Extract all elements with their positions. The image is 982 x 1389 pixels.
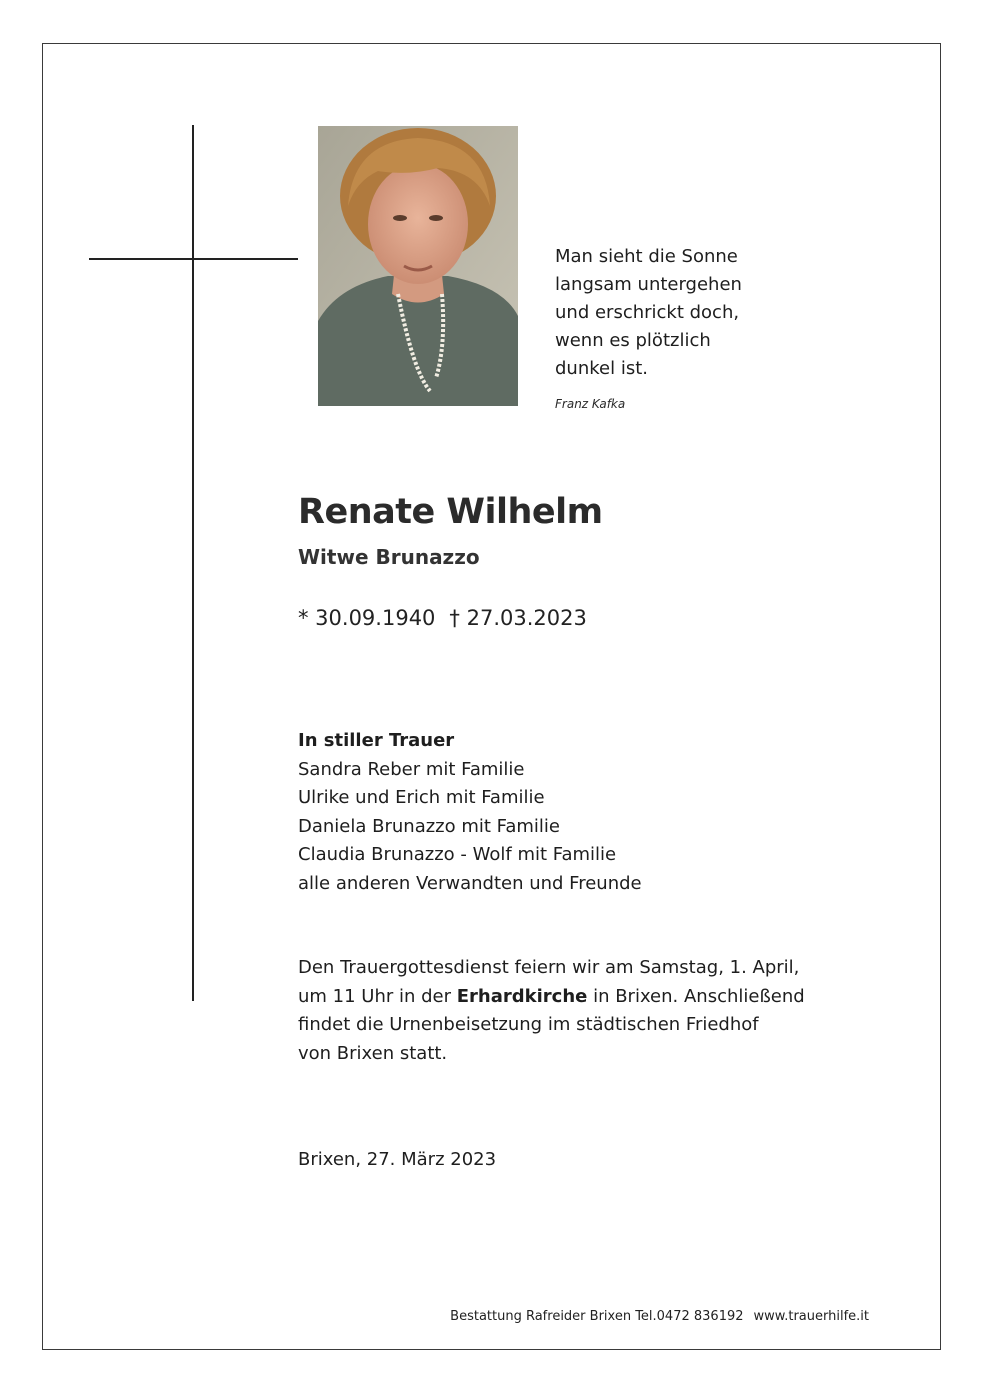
quote-line: Man sieht die Sonne xyxy=(555,246,738,267)
quote-line: und erschrickt doch, xyxy=(555,302,740,323)
service-text: in Brixen. Anschließend xyxy=(587,985,805,1007)
mourners-heading: In stiller Trauer xyxy=(298,730,455,751)
mourners-list xyxy=(298,727,642,898)
footer xyxy=(450,1309,869,1324)
service-line xyxy=(298,983,838,1012)
service-line: von Brixen statt. xyxy=(298,1042,448,1064)
website-link[interactable]: www.trauerhilfe.it xyxy=(753,1309,869,1324)
death-date: † 27.03.2023 xyxy=(449,606,587,630)
service-text: um 11 Uhr in der xyxy=(298,985,457,1007)
quote-author: Franz Kafka xyxy=(555,397,626,411)
mourner-entry: alle anderen Verwandten und Freunde xyxy=(298,872,642,894)
mourner-entry: Sandra Reber mit Familie xyxy=(298,758,525,780)
deceased-name: Renate Wilhelm xyxy=(298,492,603,532)
quote-line: dunkel ist. xyxy=(555,358,648,379)
service-announcement xyxy=(298,954,838,1068)
mourner-entry: Daniela Brunazzo mit Familie xyxy=(298,815,561,837)
church-name: Erhardkirche xyxy=(456,985,588,1007)
quote-line: wenn es plötzlich xyxy=(555,330,711,351)
service-line: Den Trauergottesdienst feiern wir am Samstag, 1. April, xyxy=(298,957,800,978)
mourner-entry: Claudia Brunazzo - Wolf mit Familie xyxy=(298,844,617,865)
birth-date: * 30.09.1940 xyxy=(298,606,436,630)
quote-line: langsam untergehen xyxy=(555,274,742,295)
portrait-photo xyxy=(318,126,518,406)
mourner-entry: Ulrike und Erich mit Familie xyxy=(298,787,545,808)
deceased-subtitle: Witwe Brunazzo xyxy=(298,545,480,569)
cross-horizontal-bar xyxy=(89,258,298,260)
quote-text xyxy=(555,243,742,383)
place-and-date: Brixen, 27. März 2023 xyxy=(298,1149,497,1170)
funeral-home-contact: Bestattung Rafreider Brixen Tel.0472 836192 xyxy=(450,1309,744,1324)
life-dates xyxy=(298,606,587,630)
service-line: findet die Urnenbeisetzung im städtischen Friedhof xyxy=(298,1014,759,1035)
cross-vertical-bar xyxy=(192,125,194,1001)
